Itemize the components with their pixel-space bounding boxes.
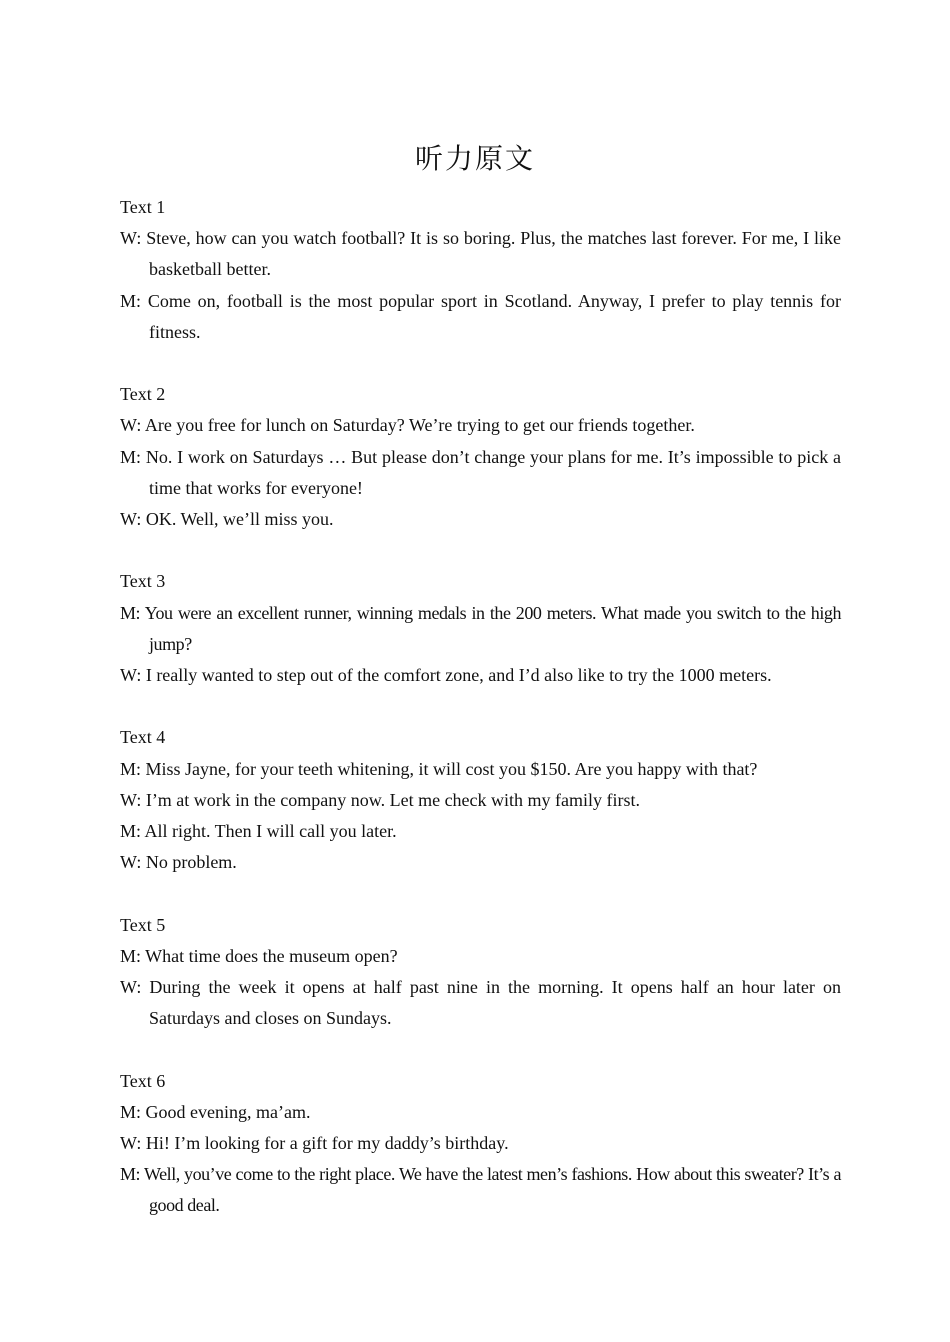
dialogue-line: M: What time does the museum open? [120, 945, 398, 966]
dialogue-line: M: No. I work on Saturdays … But please don’t change your plans for me. It’s impossible to pick a time that works for everyone! [120, 446, 841, 498]
section-heading: Text 2 [120, 384, 166, 405]
dialogue-line: M: Well, you’ve come to the right place. We have the latest men’s fashions. How about this sweater? It’s a good deal. [120, 1164, 841, 1216]
dialogue-line: W: No problem. [120, 852, 237, 873]
section-text-5 [120, 910, 841, 1035]
section-heading: Text 5 [120, 914, 166, 935]
section-heading: Text 6 [120, 1070, 166, 1091]
section-heading: Text 3 [120, 571, 166, 592]
dialogue-line: M: Come on, football is the most popular sport in Scotland. Anyway, I prefer to play tennis for fitness. [120, 290, 841, 342]
dialogue-line: W: Steve, how can you watch football? It is so boring. Plus, the matches last forever. For me, I like basketball better. [120, 228, 841, 280]
dialogue-line: M: Miss Jayne, for your teeth whitening, it will cost you $150. Are you happy with that? [120, 758, 758, 779]
page-title: 听力原文 [414, 144, 535, 175]
dialogue-line: W: Hi! I’m looking for a gift for my daddy’s birthday. [120, 1133, 509, 1154]
dialogue-line: M: You were an excellent runner, winning medals in the 200 meters. What made you switch to the high jump? [120, 602, 841, 654]
section-heading: Text 1 [120, 197, 166, 217]
section-text-3 [120, 566, 841, 691]
section-text-4 [120, 722, 841, 878]
transcript-body [120, 192, 841, 1253]
dialogue-line: W: Are you free for lunch on Saturday? We’re trying to get our friends together. [120, 415, 695, 436]
dialogue-line: W: I really wanted to step out of the comfort zone, and I’d also like to try the 1000 meters. [120, 665, 772, 686]
dialogue-line: W: I’m at work in the company now. Let me check with my family first. [120, 789, 641, 810]
section-text-6 [120, 1066, 841, 1222]
dialogue-line: M: All right. Then I will call you later. [120, 821, 397, 842]
dialogue-line: M: Good evening, ma’am. [120, 1101, 311, 1122]
dialogue-line: W: During the week it opens at half past nine in the morning. It opens half an hour later on Saturdays and closes on Sundays. [120, 977, 841, 1029]
section-text-2 [120, 379, 841, 535]
dialogue-line: W: OK. Well, we’ll miss you. [120, 509, 334, 530]
section-heading: Text 4 [120, 727, 166, 748]
section-text-1 [120, 192, 841, 348]
